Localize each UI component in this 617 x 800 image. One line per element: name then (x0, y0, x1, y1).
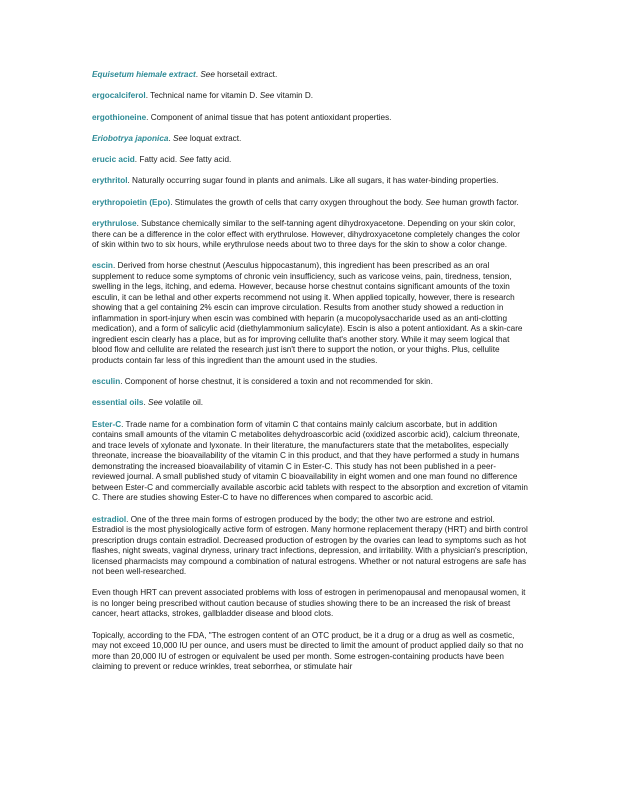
entry-ergothioneine (92, 113, 528, 124)
entry-term: erythritol (92, 176, 128, 186)
see-reference: See (148, 398, 163, 408)
entry-term: estradiol (92, 514, 127, 524)
entry-body: . Component of animal tissue that has potent antioxidant properties. (146, 112, 392, 122)
see-reference: See (173, 133, 188, 143)
entry-ester-c (92, 420, 528, 504)
entry-essential-oils (92, 398, 528, 409)
body-paragraph: Topically, according to the FDA, "The estrogen content of an OTC product, be it a drug or a drug as well as cosmetic, may not exceed 10,000 IU per ounce, and users must be directed to limit the amount of product applied daily so that no more than 20,000 IU of estrogen or equivalent be used per month. Some estrogen-containing products have been claiming to prevent or reduce wrinkles, treat seborrhea, or stimulate hair (92, 630, 524, 672)
entry-escin (92, 261, 528, 366)
entry-body: . Stimulates the growth of cells that carry oxygen throughout the body. (170, 197, 426, 207)
entry-ergocalciferol (92, 91, 528, 102)
entry-term: erucic acid (92, 155, 135, 165)
entry-body: . Component of horse chestnut, it is considered a toxin and not recommended for skin. (120, 377, 433, 387)
entry-equisetum (92, 70, 528, 81)
document-page (92, 70, 528, 683)
entry-term: essential oils (92, 398, 144, 408)
entry-body-after: volatile oil. (162, 398, 204, 408)
entry-esculin (92, 377, 528, 388)
entry-term: ergothioneine (92, 112, 147, 122)
entry-body-after: fatty acid. (193, 155, 232, 165)
see-reference: See (425, 197, 440, 207)
entry-body: . One of the three main forms of estrogen produced by the body; the other two are estrone and estriol. Estradiol is the most physiologically active form of estrogen. Many hormone replacement therapy (HRT) and birth control prescription drugs contain estradiol. Decreased production of estrogen by the ovaries can lead to symptoms such as hot flashes, night sweats, vaginal dryness, urinary tract infections, depression, and irritability. With a physician's prescription, licensed pharmacists may compound a combination of natural estrogens. Whether or not natural estrogens are safe has not been well-researched. (92, 514, 528, 577)
entry-erythropoietin (92, 198, 528, 209)
entry-term: Eriobotrya japonica (92, 133, 169, 143)
entry-body: . Trade name for a combination form of vitamin C that contains mainly calcium ascorbate, but in addition contains small amounts of the vitamin C metabolites dehydroascorbic acid (oxidized ascorbic acid), calcium threonate, and trace levels of xylonate and lyxonate. In their literature, the manufacturers state that the metabolites, especially threonate, increase the bioavailability of the vitamin C in this product, and that they have performed a study in humans demonstrating the increased bioavailability of vitamin C in Ester-C. This study has not been published in a peer-reviewed journal. A small published study of vitamin C bioavailability in eight women and one man found no difference between Ester-C and commercially available ascorbic acid tablets with respect to the absorption and excretion of vitamin C. There are studies showing Ester-C to have no differences when compared to ascorbic acid. (92, 419, 528, 503)
entry-term: ergocalciferol (92, 91, 146, 101)
entry-term: escin (92, 261, 113, 271)
entry-body: . Fatty acid. (134, 155, 180, 165)
entry-body: . Technical name for vitamin D. (145, 91, 260, 101)
see-reference: See (200, 70, 215, 79)
entry-body-after: human growth factor. (439, 197, 519, 207)
entry-term: esculin (92, 377, 121, 387)
see-reference: See (179, 155, 194, 165)
entry-body: . (143, 398, 148, 408)
entry-erucic-acid (92, 155, 528, 166)
body-paragraph: Even though HRT can prevent associated problems with loss of estrogen in perimenopausal and menopausal women, it is no longer being prescribed without caution because of studies showing there to be an increased the risk of breast cancer, heart attacks, strokes, gallbladder disease and blood clots. (92, 588, 526, 619)
entry-body: . Naturally occurring sugar found in plants and animals. Like all sugars, it has water-binding properties. (127, 176, 499, 186)
entry-term: erythrulose (92, 219, 137, 229)
entry-body: . (168, 133, 173, 143)
entry-term: erythropoietin (Epo) (92, 197, 171, 207)
entry-body-after: loquat extract. (187, 133, 242, 143)
entry-body: . (195, 70, 201, 79)
entry-body: . Derived from horse chestnut (Aesculus hippocastanum), this ingredient has been prescribed as an oral supplement to reduce some symptoms of chronic vein insufficiency, such as varicose veins, pain, tiredness, tension, swelling in the legs, itching, and edema. However, because horse chestnut contains significant amounts of the toxin esculin, it can be lethal and other experts recommend not using it. When applied topically, however, there is research showing that a gel containing 2% escin can improve circulation. Results from another study showed a reduction in inflammation in sport-injury when escin was combined with heparin (a mucopolysaccharide used as an anti-clotting medication), and a form of salicylic acid (diethylammonium salicylate). Escin is also a potent antioxidant. As a skin-care ingredient escin clearly has a place, but as for improving cellulite that's another story. While it may seem logical that blood flow and cellulite are related the research just isn't there to support the notion, or your thighs. Plus, cellulite products contain far less of this ingredient than the amount used in the studies. (92, 261, 523, 365)
see-reference: See (259, 91, 275, 101)
entry-erythritol (92, 176, 528, 187)
entry-body-after: vitamin D. (274, 91, 314, 101)
entry-estradiol (92, 515, 528, 578)
entry-eriobotrya (92, 134, 528, 145)
entry-term: Equisetum hiemale extract (92, 70, 196, 79)
entry-body: . Substance chemically similar to the self-tanning agent dihydroxyacetone. Depending on your skin color, there can be a difference in the color effect with erythrulose. However, dihydroxyacetone completely changes the color of skin within two to six hours, while erythrulose needs about two to three days for the skin to show a color change. (92, 219, 520, 250)
entry-term: Ester-C (92, 419, 122, 429)
entry-erythrulose (92, 219, 528, 251)
entry-body-after: horsetail extract. (214, 70, 278, 79)
